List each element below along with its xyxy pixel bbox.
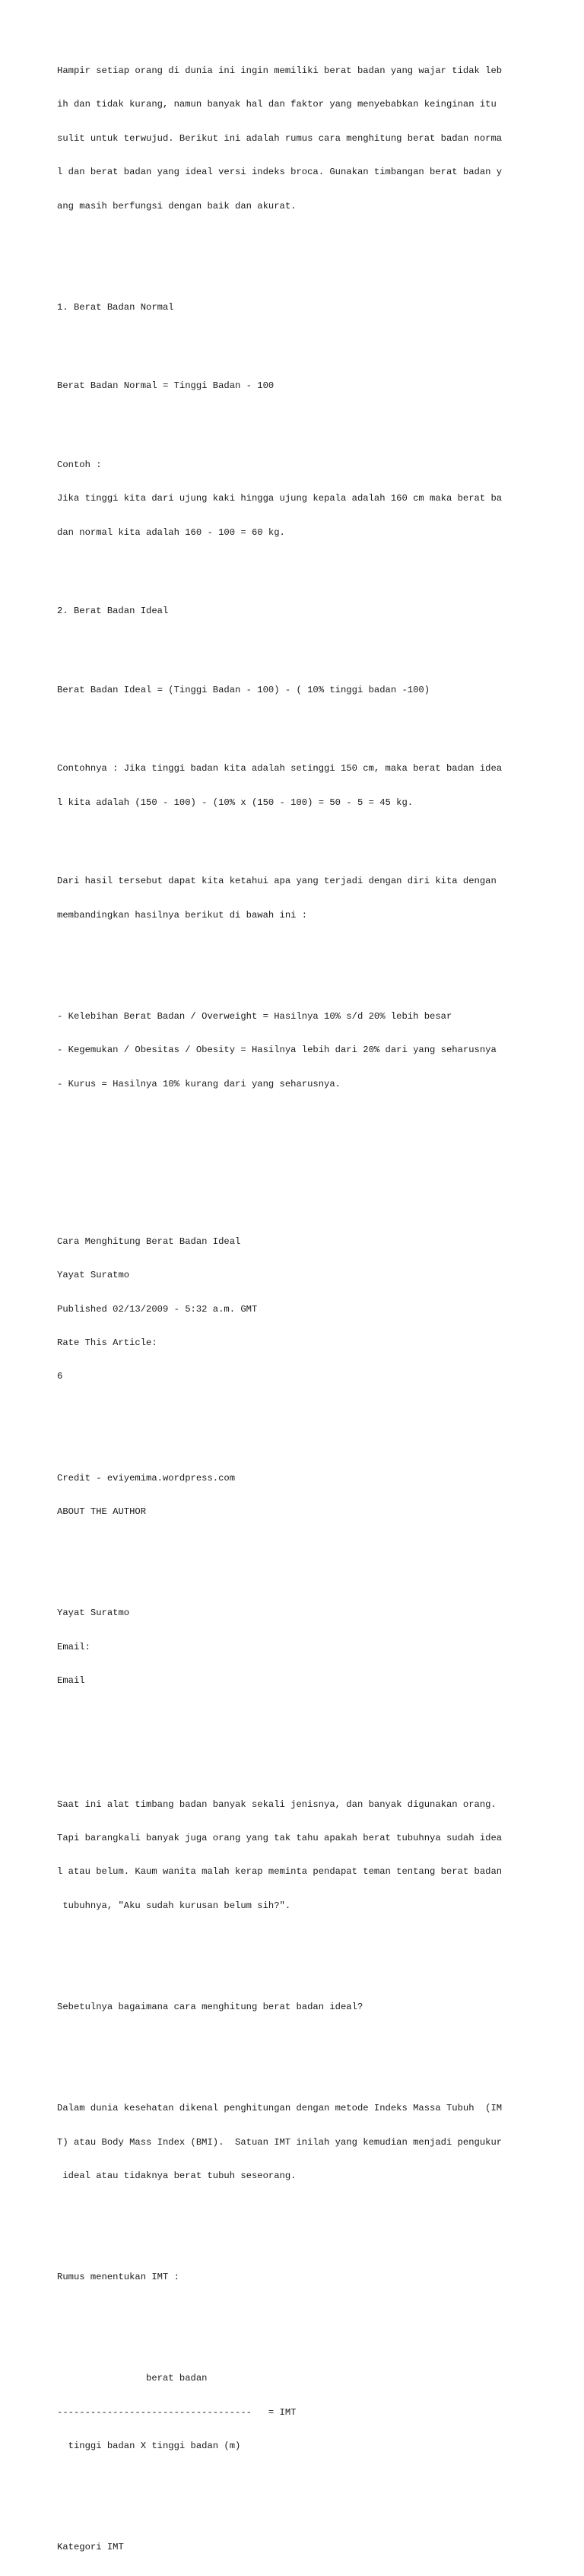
text-line: Saat ini alat timbang badan banyak sekali jenisnya, dan banyak digunakan orang. — [57, 1798, 497, 1810]
spacer — [57, 1427, 544, 1439]
spacer — [57, 257, 544, 269]
spacer — [57, 561, 544, 572]
example-label: Contoh : — [57, 459, 102, 470]
spacer — [57, 1540, 544, 1551]
section-heading-ideal: 2. Berat Badan Ideal — [57, 606, 169, 617]
spacer — [57, 336, 544, 347]
formula-denominator: tinggi badan X tinggi badan (m) — [57, 2441, 241, 2452]
author-name: Yayat Suratmo — [57, 1608, 130, 1619]
spacer — [57, 831, 544, 842]
text-line: membandingkan hasilnya berikut di bawah ini : — [57, 909, 308, 921]
rate-value: 6 — [57, 1371, 63, 1382]
spacer — [57, 1169, 544, 1180]
text-line: tubuhnya, "Aku sudah kurusan belum sih?". — [57, 1900, 291, 1911]
text-line: ih dan tidak kurang, namun banyak hal dan faktor yang menyebabkan keinginan itu — [57, 99, 497, 110]
text-line: ang masih berfungsi dengan baik dan akurat. — [57, 200, 297, 211]
category-list — [57, 988, 544, 1112]
body-paragraph — [57, 2081, 544, 2205]
article-author: Yayat Suratmo — [57, 1270, 130, 1281]
text-line: dan normal kita adalah 160 - 100 = 60 kg. — [57, 526, 285, 538]
normal-weight-formula: Berat Badan Normal = Tinggi Badan - 100 — [57, 380, 275, 392]
text-line: Hampir setiap orang di dunia ini ingin memiliki berat badan yang wajar tidak leb — [57, 65, 503, 76]
text-line: Contohnya : Jika tinggi badan kita adalah setinggi 150 cm, maka berat badan idea — [57, 763, 503, 774]
spacer — [57, 2306, 544, 2317]
list-item: - Kegemukan / Obesitas / Obesity = Hasilnya lebih dari 20% dari yang seharusnya — [57, 1045, 497, 1056]
text-line: Dalam dunia kesehatan dikenal penghitungan dengan metode Indeks Massa Tubuh (IM — [57, 2103, 503, 2114]
spacer — [57, 1957, 544, 1968]
ideal-weight-formula: Berat Badan Ideal = (Tinggi Badan - 100) - ( 10% tinggi badan -100) — [57, 684, 430, 695]
category-heading: Kategori IMT — [57, 2542, 124, 2553]
text-line: l dan berat badan yang ideal versi indeks broca. Gunakan timbangan berat badan y — [57, 167, 503, 178]
article-title: Cara Menghitung Berat Badan Ideal — [57, 1236, 241, 1247]
question-line: Sebetulnya bagaimana cara menghitung berat badan ideal? — [57, 2002, 363, 2013]
spacer — [57, 640, 544, 651]
list-item: - Kelebihan Berat Badan / Overweight = Hasilnya 10% s/d 20% lebih besar — [57, 1010, 452, 1022]
imt-formula — [57, 2351, 544, 2475]
document-page — [57, 9, 544, 2576]
article-meta — [57, 1213, 544, 1405]
intro-paragraph — [57, 43, 544, 234]
list-item: - Kurus = Hasilnya 10% kurang dari yang seharusnya. — [57, 1078, 341, 1089]
article-date: Published 02/13/2009 - 5:32 a.m. GMT — [57, 1303, 258, 1315]
spacer — [57, 718, 544, 730]
text-line: l kita adalah (150 - 100) - (10% x (150 - 100) = 50 - 5 = 45 kg. — [57, 797, 414, 808]
spacer — [57, 1732, 544, 1743]
text-line: Tapi barangkali banyak juga orang yang tak tahu apakah berat tubuhnya sudah idea — [57, 1833, 503, 1844]
text-line: sulit untuk terwujud. Berikut ini adalah rumus cara menghitung berat badan norma — [57, 132, 503, 144]
text-line: l atau belum. Kaum wanita malah kerap meminta pendapat teman tentang berat badan — [57, 1866, 503, 1878]
spacer — [57, 2035, 544, 2046]
spacer — [57, 1135, 544, 1146]
email-label: Email: — [57, 1641, 90, 1652]
spacer — [57, 2497, 544, 2508]
body-paragraph — [57, 1776, 544, 1934]
email-value: Email — [57, 1674, 85, 1686]
formula-fraction-line: ----------------------------------- = IMT — [57, 2406, 297, 2418]
about-author-heading: ABOUT THE AUTHOR — [57, 1506, 147, 1517]
spacer — [57, 415, 544, 426]
formula-numerator: berat badan — [57, 2373, 208, 2384]
text-line: T) atau Body Mass Index (BMI). Satuan IMT inilah yang kemudian menjadi pengukur — [57, 2136, 503, 2148]
credit-line: Credit - eviyemima.wordpress.com — [57, 1472, 236, 1484]
text-line: Jika tinggi kita dari ujung kaki hingga ujung kepala adalah 160 cm maka berat ba — [57, 493, 503, 504]
rate-label: Rate This Article: — [57, 1337, 157, 1349]
author-block — [57, 1585, 544, 1709]
spacer — [57, 2227, 544, 2238]
text-line: ideal atau tidaknya berat tubuh seseorang. — [57, 2171, 297, 2181]
text-line: Dari hasil tersebut dapat kita ketahui apa yang terjadi dengan diri kita dengan — [57, 876, 497, 887]
formula-label: Rumus menentukan IMT : — [57, 2272, 179, 2283]
spacer — [57, 943, 544, 955]
section-heading-normal: 1. Berat Badan Normal — [57, 301, 174, 313]
